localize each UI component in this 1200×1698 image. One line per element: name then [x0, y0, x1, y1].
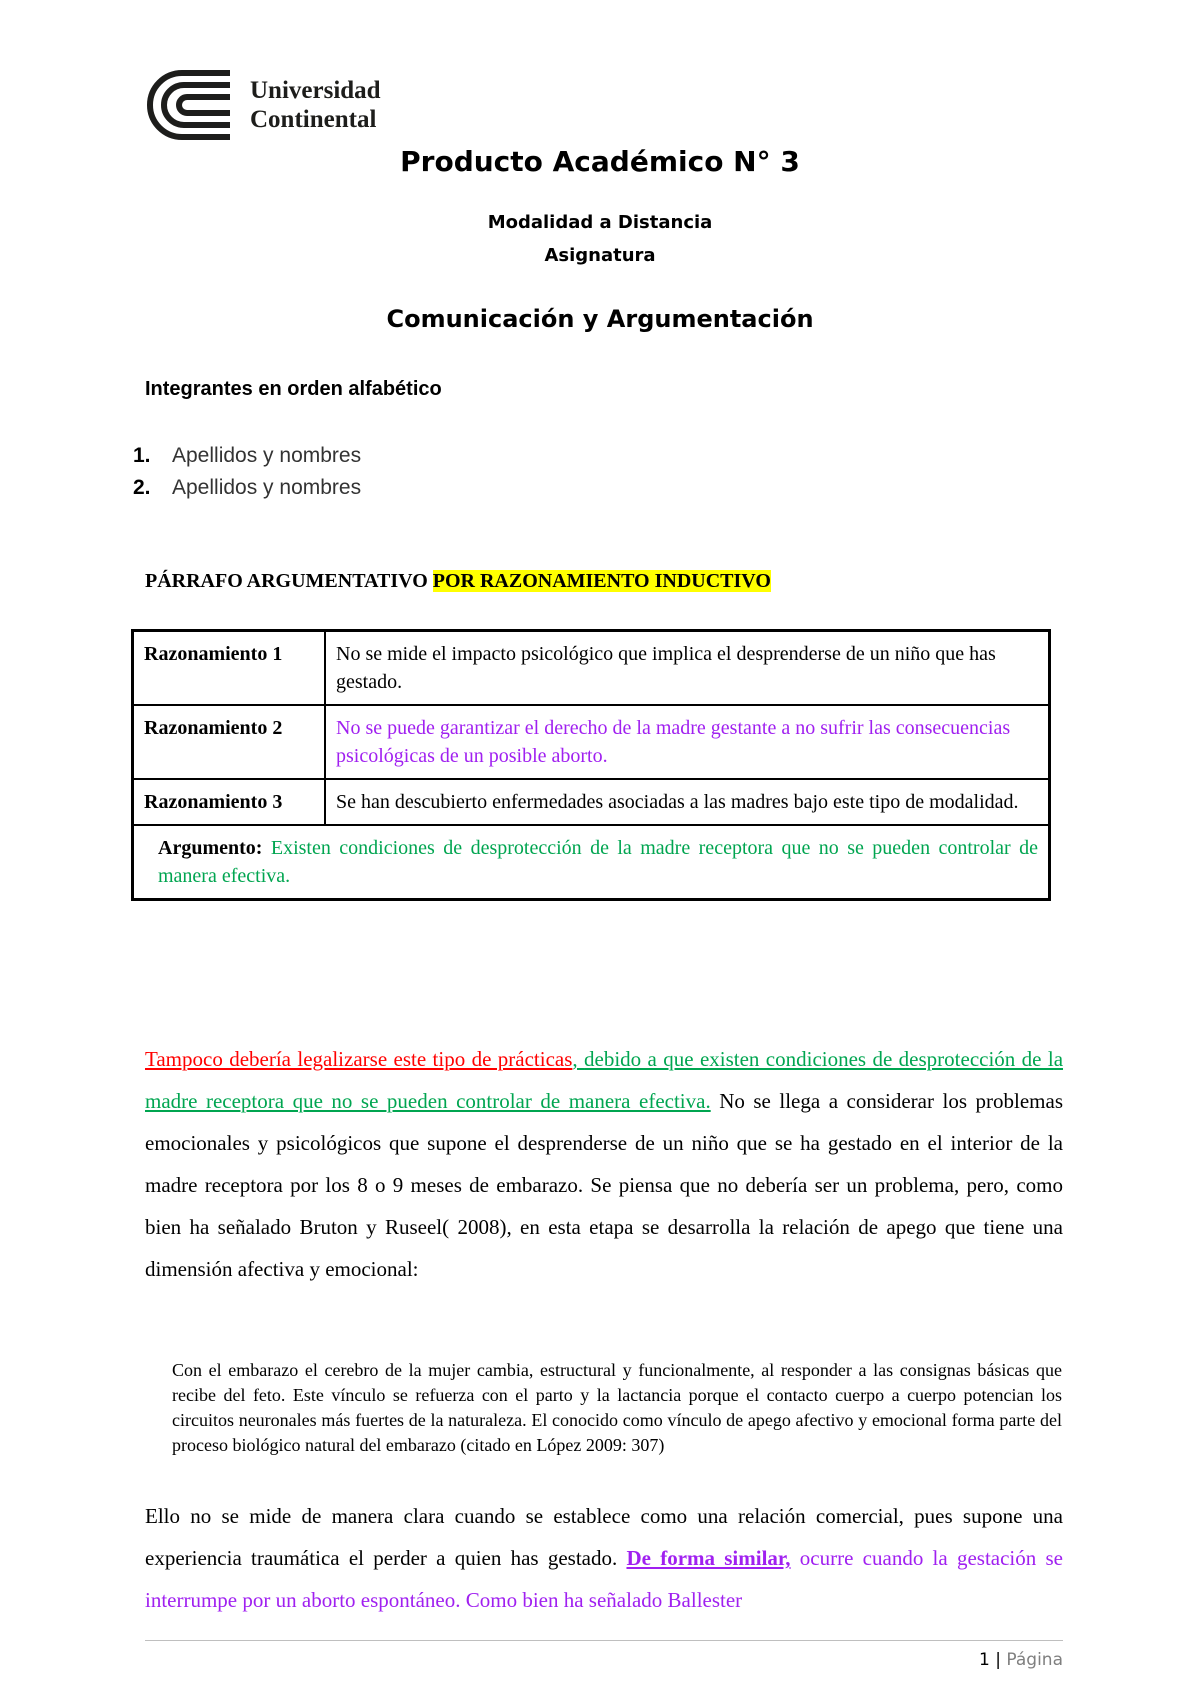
course-name: Comunicación y Argumentación	[386, 305, 814, 333]
list-number: 1.	[133, 444, 151, 467]
table-row	[133, 779, 1050, 825]
table-row-argument	[133, 825, 1050, 900]
thesis-text: Tampoco debería legalizarse este tipo de prácticas	[145, 1047, 573, 1071]
row-text: Se han descubierto enfermedades asociadas a las madres bajo este tipo de modalidad.	[325, 779, 1050, 825]
members-list	[133, 440, 361, 504]
footer-separator: |	[995, 1650, 1001, 1670]
page-title: Producto Académico N° 3	[400, 145, 800, 178]
list-item	[133, 440, 361, 472]
table-row	[133, 705, 1050, 779]
footer-divider	[145, 1640, 1063, 1641]
list-number: 2.	[133, 476, 151, 499]
logo-line-1: Universidad	[250, 77, 381, 104]
list-item	[133, 472, 361, 504]
row-label: Razonamiento 1	[133, 631, 326, 706]
university-logo-icon	[144, 68, 244, 143]
modalidad: Modalidad a Distancia	[487, 212, 713, 233]
reasoning-table	[131, 629, 1051, 901]
section-heading	[145, 570, 771, 593]
table-row	[133, 631, 1050, 706]
paragraph-1	[145, 1038, 1063, 1290]
integrantes-heading: Integrantes en orden alfabético	[145, 378, 442, 400]
page-number: 1	[979, 1650, 990, 1670]
argument-text: Existen condiciones de desprotección de la madre receptora que no se pueden controlar de manera efectiva.	[158, 837, 1038, 887]
paragraph-1-rest: No se llega a considerar los problemas emocionales y psicológicos que supone el desprenderse de un niño que se ha gestado en el interior de la madre receptora por los 8 o 9 meses de embarazo. Se piensa que no debería ser un problema, pero, como bien ha señalado Bruton y Ruseel( 2008), en esta etapa se desarrolla la relación de apego que tiene una dimensión afectiva y emocional:	[145, 1089, 1063, 1281]
asignatura-label: Asignatura	[544, 245, 656, 266]
logo-text	[250, 76, 381, 134]
section-heading-highlight: POR RAZONAMIENTO INDUCTIVO	[432, 570, 771, 592]
argument-cell	[133, 825, 1050, 900]
block-quote: Con el embarazo el cerebro de la mujer cambia, estructural y funcionalmente, al responder a las consignas básicas que recibe del feto. Este vínculo se refuerza con el parto y la lactancia porque el contacto cuerpo a cuerpo potencian los circuitos neuronales más fuertes de la naturaleza. El conocido como vínculo de apego afectivo y emocional forma parte del proceso biológico natural del embarazo (citado en López 2009: 307)	[172, 1360, 1062, 1455]
member-name: Apellidos y nombres	[172, 444, 362, 467]
argument-sentence: debido a que existen condiciones de desprotección de la madre receptora que no se pueden controlar de manera efectiva.	[145, 1047, 1064, 1113]
member-name: Apellidos y nombres	[172, 476, 362, 499]
argument-label: Argumento:	[158, 837, 263, 859]
section-heading-plain: PÁRRAFO ARGUMENTATIVO	[145, 570, 433, 592]
paragraph-2-plain: Ello no se mide de manera clara cuando se establece como una relación comercial, pues supone una experiencia traumática el perder a quien has gestado.	[145, 1504, 1063, 1570]
paragraph-2-purple: ocurre cuando la gestación se interrumpe por un aborto espontáneo. Como bien ha señalado Ballester	[145, 1546, 1063, 1612]
connector-phrase: De forma similar,	[626, 1546, 791, 1570]
page-footer	[979, 1650, 1063, 1670]
row-label: Razonamiento 3	[133, 779, 326, 825]
thesis-comma: ,	[572, 1047, 585, 1071]
paragraph-2	[145, 1495, 1063, 1621]
logo-line-2: Continental	[250, 106, 377, 133]
row-label: Razonamiento 2	[133, 705, 326, 779]
university-logo	[144, 68, 404, 143]
page-label: Página	[1006, 1650, 1063, 1670]
row-text: No se mide el impacto psicológico que implica el desprenderse de un niño que has gestado.	[325, 631, 1050, 706]
row-text: No se puede garantizar el derecho de la madre gestante a no sufrir las consecuencias psicológicas de un posible aborto.	[325, 705, 1050, 779]
